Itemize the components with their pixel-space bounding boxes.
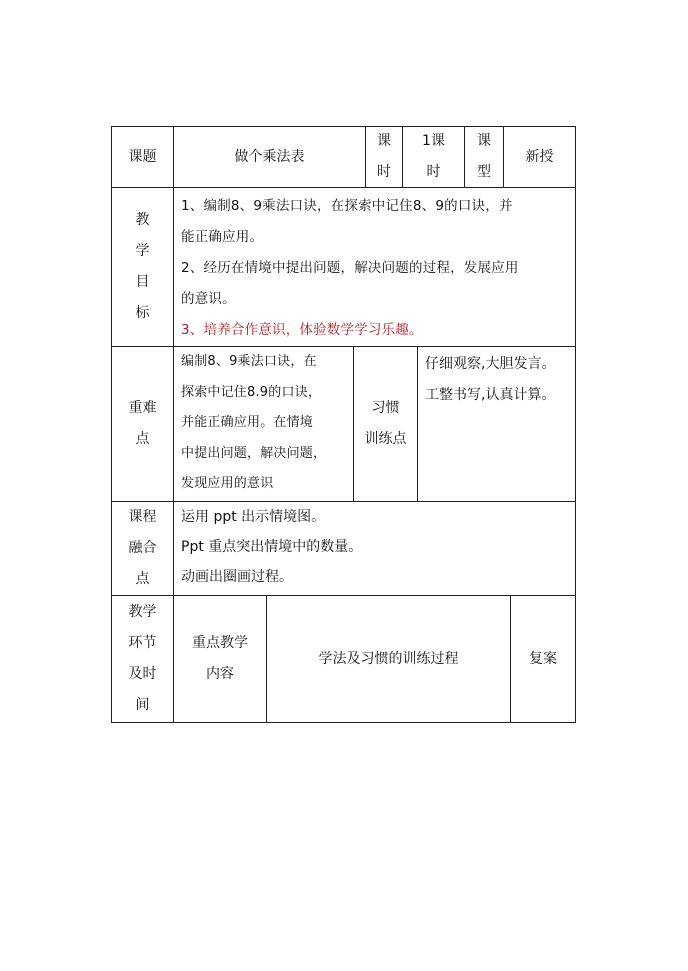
topic-label: 课题 <box>128 149 157 165</box>
key-content-header-1: 重点教学 <box>192 635 248 651</box>
topic-value-cell <box>174 126 366 188</box>
class-hours-value-line1: 1课 <box>422 133 445 149</box>
course-integration-content-cell <box>174 502 576 596</box>
class-hours-value-cell <box>403 126 465 188</box>
teaching-goals-label-cell <box>111 188 174 347</box>
teaching-goals-label-3: 目 <box>135 274 150 290</box>
lesson-plan-table <box>111 126 576 723</box>
topic-label-cell <box>111 126 174 188</box>
learning-process-header-cell <box>267 596 511 723</box>
teaching-goals-label-2: 学 <box>135 243 150 259</box>
key-points-label-2: 点 <box>135 431 150 447</box>
goal-line-2: 能正确应用。 <box>181 229 264 245</box>
course-integration-label-2: 融合 <box>128 540 157 556</box>
key-point-line-3: 并能正确应用。在情境 <box>181 415 314 430</box>
topic-value: 做个乘法表 <box>234 149 305 165</box>
integration-line-3: 动画出圈画过程。 <box>181 569 293 585</box>
habit-training-label-2: 训练点 <box>364 431 407 447</box>
teaching-goals-content-cell <box>174 188 576 347</box>
teaching-goals-label-4: 标 <box>135 305 150 321</box>
key-content-header-2: 内容 <box>206 666 234 682</box>
class-hours-label-line1: 课 <box>377 133 391 149</box>
habit-training-label-1: 习惯 <box>371 400 400 416</box>
habit-line-1: 仔细观察,大胆发言。 <box>425 356 556 372</box>
review-header-cell <box>511 596 576 723</box>
integration-line-1: 运用 ppt 出示情境图。 <box>181 509 326 525</box>
key-content-header-cell <box>174 596 267 723</box>
course-integration-label-cell <box>111 502 174 596</box>
key-points-label-1: 重难 <box>128 400 157 416</box>
key-point-line-2: 探索中记住8.9的口诀， <box>181 384 322 400</box>
learning-process-header: 学法及习惯的训练过程 <box>318 651 459 667</box>
course-integration-label-3: 点 <box>135 571 150 587</box>
key-points-content-cell <box>174 347 354 502</box>
goal-line-1: 1、编制8、9乘法口诀，在探索中记住8、9的口诀，并 <box>181 198 513 214</box>
lesson-type-value-cell <box>504 126 576 188</box>
teaching-phase-label-2: 环节 <box>128 635 157 651</box>
teaching-phase-label-4: 间 <box>135 697 150 713</box>
lesson-type-label-cell <box>465 126 504 188</box>
key-point-line-1: 编制8、9乘法口诀，在 <box>181 354 317 369</box>
teaching-phase-label-1: 教学 <box>128 604 157 620</box>
habit-line-2: 工整书写,认真计算。 <box>425 387 556 403</box>
key-point-line-4: 中提出问题，解决问题， <box>181 445 327 461</box>
class-hours-label-line2: 时 <box>377 164 391 180</box>
habit-training-content-cell <box>418 347 576 502</box>
lesson-type-label-line2: 型 <box>477 164 491 180</box>
goal-line-5: 3、培养合作意识，体验数学学习乐趣。 <box>181 322 423 338</box>
class-hours-value-line2: 时 <box>426 164 441 180</box>
teaching-goals-label-1: 教 <box>135 212 150 228</box>
review-header: 复案 <box>529 651 557 667</box>
key-points-label-cell <box>111 347 174 502</box>
key-point-line-5: 发现应用的意识 <box>181 476 274 491</box>
lesson-type-label-line1: 课 <box>477 133 491 149</box>
goal-line-4: 的意识。 <box>181 291 236 307</box>
teaching-phase-label-cell <box>111 596 174 723</box>
goal-line-3: 2、经历在情境中提出问题，解决问题的过程，发展应用 <box>181 260 519 276</box>
course-integration-label-1: 课程 <box>128 509 157 525</box>
integration-line-2: Ppt 重点突出情境中的数量。 <box>181 539 363 555</box>
teaching-phase-label-3: 及时 <box>128 666 157 682</box>
class-hours-label-cell <box>366 126 403 188</box>
lesson-type-value: 新授 <box>525 149 554 165</box>
habit-training-label-cell <box>354 347 418 502</box>
